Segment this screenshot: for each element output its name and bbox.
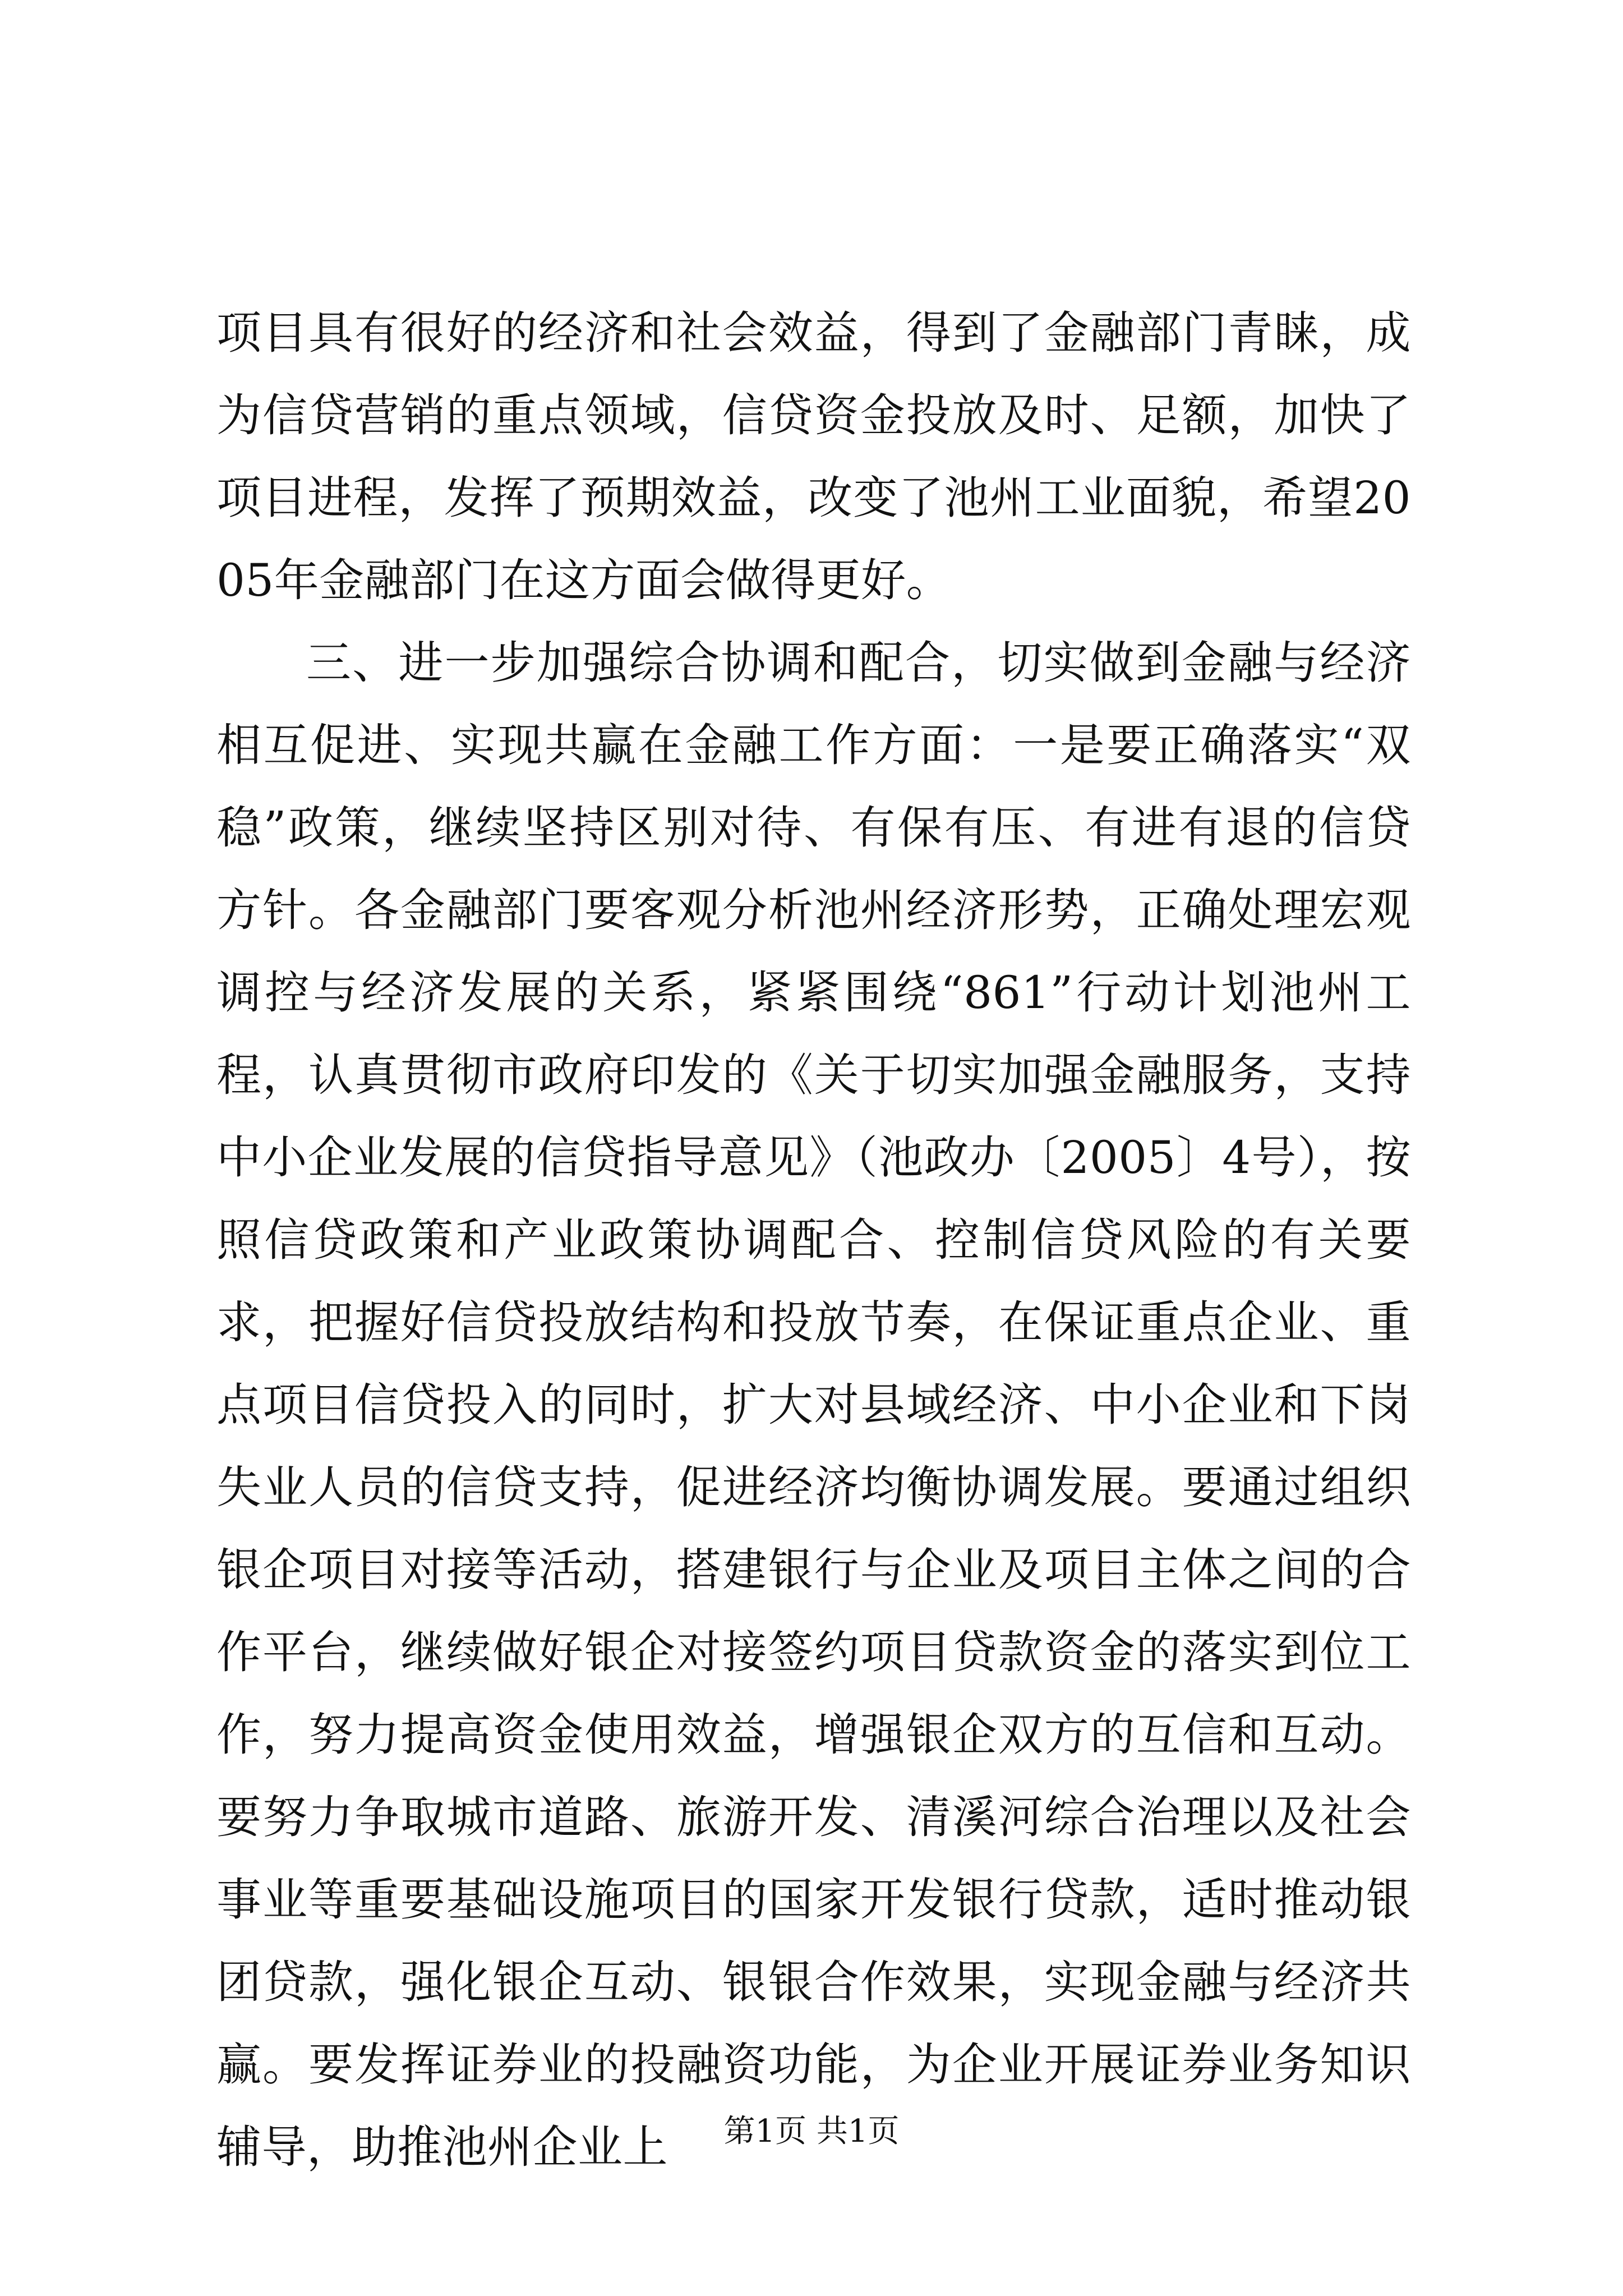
paragraph-2: 三、进一步加强综合协调和配合，切实做到金融与经济相互促进、实现共赢在金融工作方面：一是要正确落实“双稳”政策，继续坚持区别对待、有保有压、有进有退的信贷方针。各金融部门要客观分析池州经济形势，正确处理宏观调控与经济发展的关系，紧紧围绕“861”行动计划池州工程，认真贯彻市政府印发的《关于切实加强金融服务，支持中小企业发展的信贷指导意见》（池政办〔2005〕4号），按照信贷政策和产业政策协调配合、控制信贷风险的有关要求，把握好信贷投放结构和投放节奏，在保证重点企业、重点项目信贷投入的同时，扩大对县域经济、中小企业和下岗失业人员的信贷支持，促进经济均衡协调发展。要通过组织银企项目对接等活动，搭建银行与企业及项目主体之间的合作平台，继续做好银企对接签约项目贷款资金的落实到位工作，努力提高资金使用效益，增强银企双方的互信和互动。要努力争取城市道路、旅游开发、清溪河综合治理以及社会事业等重要基础设施项目的国家开发银行贷款，适时推动银团贷款，强化银企互动、银银合作效果，实现金融与经济共赢。要发挥证券业的投融资功能，为企业开展证券业务知识辅导，助推池州企业上 (216, 637, 1411, 2173)
page-footer: 第1页 共1页 (723, 2113, 900, 2150)
paragraph-1: 项目具有很好的经济和社会效益，得到了金融部门青睐，成为信贷营销的重点领域，信贷资金投放及时、足额，加快了项目进程，发挥了预期效益，改变了池州工业面貌，希望2005年金融部门在这方面会做得更好。 (216, 307, 1411, 606)
document-body (216, 292, 1411, 2188)
